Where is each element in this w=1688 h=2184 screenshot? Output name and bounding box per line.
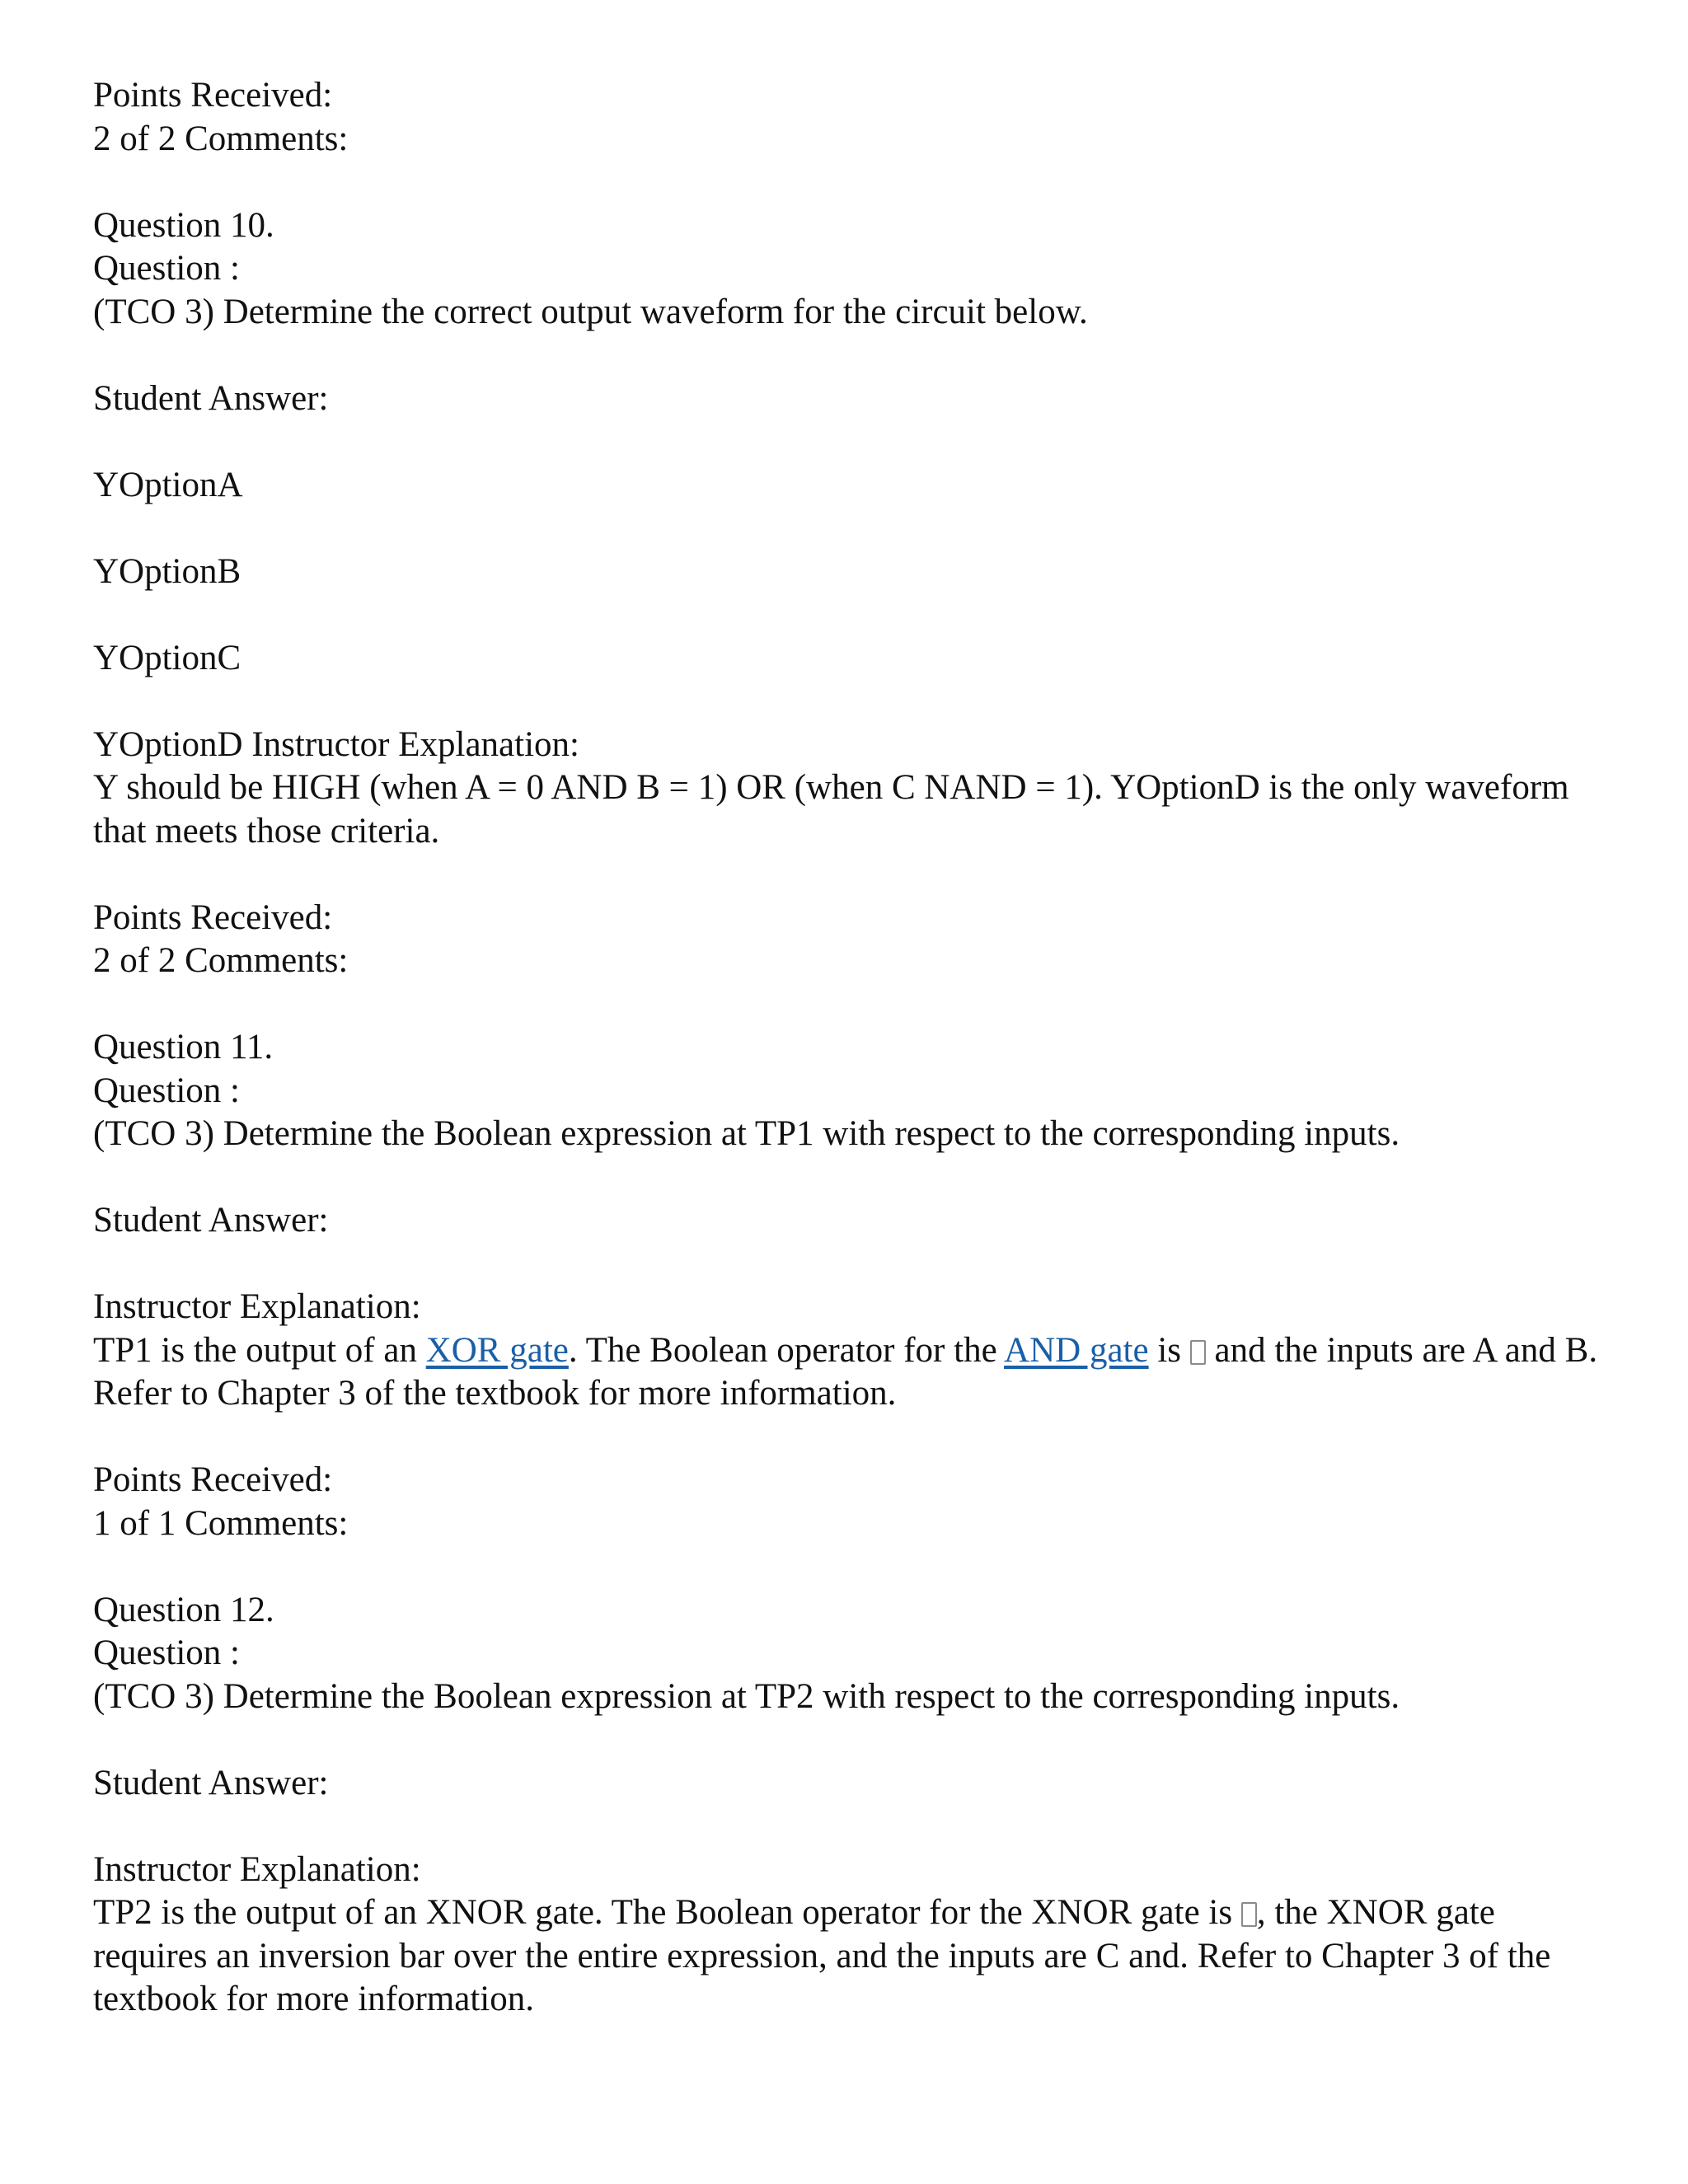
answer-option-c — [93, 637, 1601, 681]
instructor-explanation-text — [93, 1891, 1601, 2022]
and-gate-link[interactable]: AND gate — [1004, 1330, 1149, 1370]
answer-option-a — [93, 464, 1601, 508]
question-text: (TCO 3) Determine the Boolean expression at TP2 with respect to the corresponding inputs. — [93, 1676, 1400, 1716]
points-received-label: Points Received: — [93, 76, 333, 115]
option-c-label: YOptionC — [93, 638, 241, 677]
option-a-label: YOptionA — [93, 465, 243, 504]
question-text: (TCO 3) Determine the Boolean expression at TP1 with respect to the corresponding inputs. — [93, 1114, 1400, 1153]
question-number: Question 12. — [93, 1590, 274, 1629]
explanation-text-part: is — [1148, 1330, 1190, 1370]
option-d-label: YOptionD — [93, 724, 243, 764]
question-number: Question 11. — [93, 1028, 274, 1066]
question-number: Question 10. — [93, 205, 274, 245]
points-value-comments: 2 of 2 Comments: — [93, 119, 349, 158]
instructor-explanation-text: Y should be HIGH (when A = 0 AND B = 1) OR (when C NAND = 1). YOptionD is the only waveform that meets those criteria. — [93, 768, 1569, 851]
student-answer-label-block — [93, 1762, 1601, 1806]
question-label: Question : — [93, 1633, 240, 1672]
instructor-explanation-text — [93, 1329, 1601, 1416]
question-10-explanation — [93, 724, 1601, 854]
student-answer-label: Student Answer: — [93, 1763, 329, 1802]
explanation-text-part: TP1 is the output of an — [93, 1330, 426, 1370]
instructor-explanation-label: Instructor Explanation: — [93, 1849, 421, 1889]
document-page — [93, 74, 1601, 2064]
question-12-header — [93, 1589, 1601, 1719]
explanation-text-part: and the inputs are A and B. Refer to Chapter 3 of the textbook for more information. — [93, 1330, 1598, 1413]
missing-glyph-box-icon — [1190, 1340, 1206, 1365]
question-11-explanation — [93, 1286, 1601, 1416]
answer-option-b — [93, 551, 1601, 594]
student-answer-label: Student Answer: — [93, 378, 329, 418]
instructor-explanation-label: Instructor Explanation: — [93, 1287, 421, 1326]
question-11-header — [93, 1026, 1601, 1156]
instructor-explanation-label: Instructor Explanation: — [251, 724, 579, 764]
question-text: (TCO 3) Determine the correct output waveform for the circuit below. — [93, 292, 1088, 331]
option-d-with-explanation-label — [93, 724, 1601, 767]
xor-gate-link[interactable]: XOR gate — [425, 1330, 569, 1370]
question-label: Question : — [93, 249, 240, 288]
points-block-q11 — [93, 1459, 1601, 1545]
points-block-previous — [93, 74, 1601, 161]
explanation-text-part: . The Boolean operator for the — [568, 1330, 1005, 1370]
student-answer-label: Student Answer: — [93, 1201, 329, 1240]
explanation-text-part: , the XNOR gate requires an inversion bar over the entire expression, and the inputs are C and. Refer to Chapter 3 of the textbook for more information. — [93, 1893, 1551, 2018]
question-10-header — [93, 204, 1601, 335]
points-value-comments: 2 of 2 Comments: — [93, 941, 349, 980]
explanation-text-part: TP2 is the output of an XNOR gate. The Boolean operator for the XNOR gate is — [93, 1893, 1241, 1932]
points-received-label: Points Received: — [93, 1460, 333, 1499]
student-answer-label-block — [93, 1199, 1601, 1243]
question-label: Question : — [93, 1071, 240, 1110]
option-b-label: YOptionB — [93, 551, 241, 591]
question-12-explanation — [93, 1849, 1601, 2022]
missing-glyph-box-icon — [1241, 1902, 1257, 1927]
points-received-label: Points Received: — [93, 898, 333, 937]
student-answer-label-block — [93, 377, 1601, 421]
points-value-comments: 1 of 1 Comments: — [93, 1503, 349, 1543]
points-block-q10 — [93, 897, 1601, 983]
